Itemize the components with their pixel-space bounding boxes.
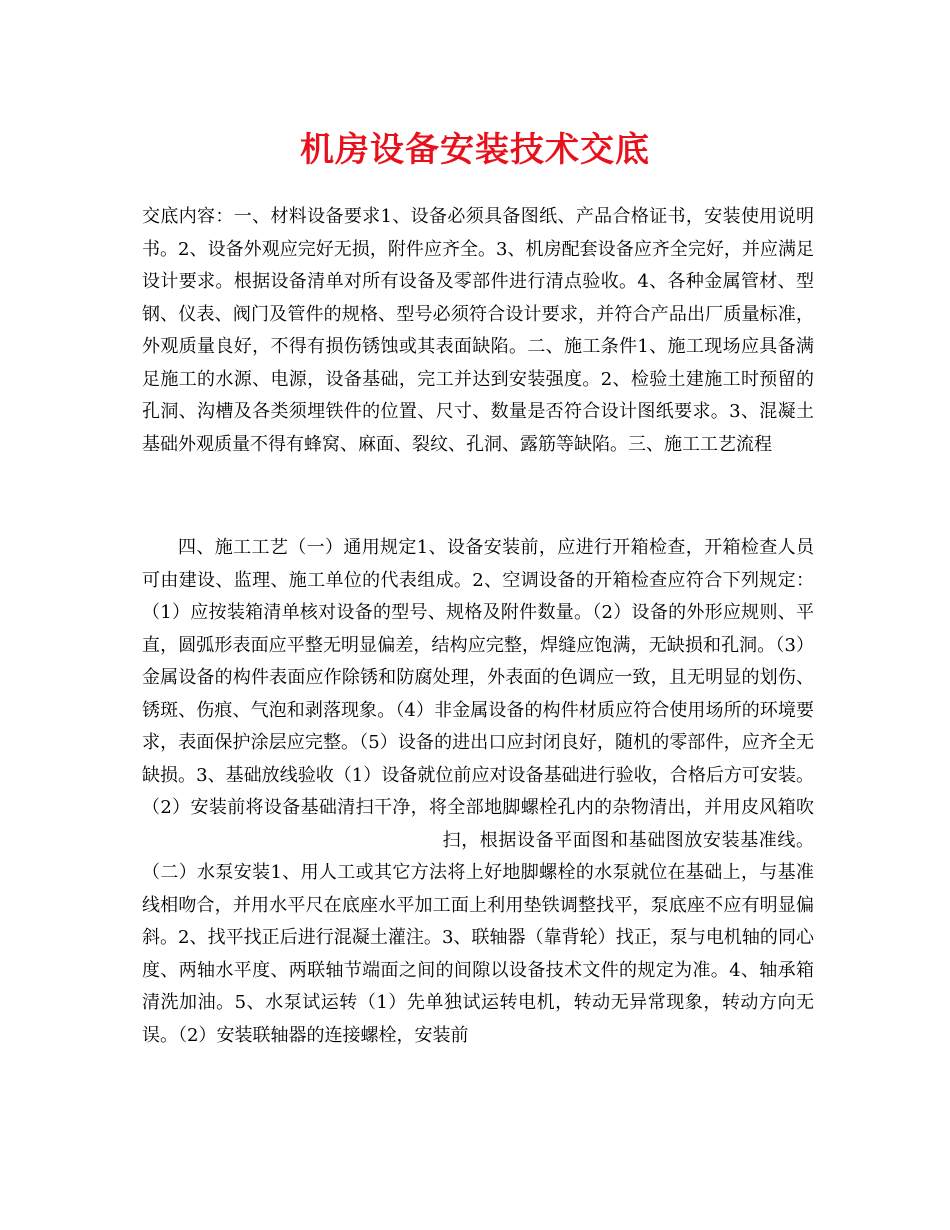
document-title: 机房设备安装技术交底 bbox=[300, 130, 650, 170]
paragraph-materials-conditions: 交底内容：一、材料设备要求1、设备必须具备图纸、产品合格证书，安装使用说明书。2、设备外观应完好无损，附件应齐全。3、机房配套设备应齐全完好，并应满足设计要求。根据设备清单对所有设备及零部件进行清点验收。4、各种金属管材、型钢、仪表、阀门及管件的规格、型号必须符合设计要求，并符合产品出厂质量标准，外观质量良好，不得有损伤锈蚀或其表面缺陷。二、施工条件1、施工现场应具备满足施工的水源、电源，设备基础，完工并达到安装强度。2、检验土建施工时预留的孔洞、沟槽及各类须埋铁件的位置、尺寸、数量是否符合设计图纸要求。3、混凝土基础外观质量不得有蜂窝、麻面、裂纹、孔洞、露筋等缺陷。三、施工工艺流程 bbox=[142, 206, 814, 455]
paragraph-segment: 扫，根据设备平面图和基础图放安装基准线。（二）水泵安装1、用人工或其它方法将上好地脚螺栓的水泵就位在基础上，与基准线相吻合，并用水平尺在底座水平加工面上利用垫铁调整找平，泵底座不应有明显偏斜。2、找平找正后进行混凝土灌注。3、联轴器（靠背轮）找正，泵与电机轴的同心度、两轴水平度、两联轴节端面之间的间隙以设备技术文件的规定为准。4、轴承箱清洗加油。5、水泵试运转（1）先单独试运转电机，转动无异常现象，转动方向无误。（2）安装联轴器的连接螺栓，安装前 bbox=[142, 829, 814, 1046]
paragraph-construction-process bbox=[142, 532, 814, 1052]
paragraph-segment: 四、施工工艺（一）通用规定1、设备安装前，应进行开箱检查，开箱检查人员可由建设、监理、施工单位的代表组成。2、空调设备的开箱检查应符合下列规定：（1）应按装箱清单核对设备的型号、规格及附件数量。（2）设备的外形应规则、平直，圆弧形表面应平整无明显偏差，结构应完整，焊缝应饱满，无缺损和孔洞。（3）金属设备的构件表面应作除锈和防腐处理，外表面的色调应一致，且无明显的划伤、锈斑、伤痕、气泡和剥落现象。（4）非金属设备的构件材质应符合使用场所的环境要求，表面保护涂层应完整。（5）设备的进出口应封闭良好，随机的零部件，应齐全无缺损。3、基础放线验收（1）设备就位前应对设备基础进行验收，合格后方可安装。（2）安装前将设备基础清扫干净，将全部地脚螺栓孔内的杂物清出，并用皮风箱吹 bbox=[142, 537, 814, 818]
